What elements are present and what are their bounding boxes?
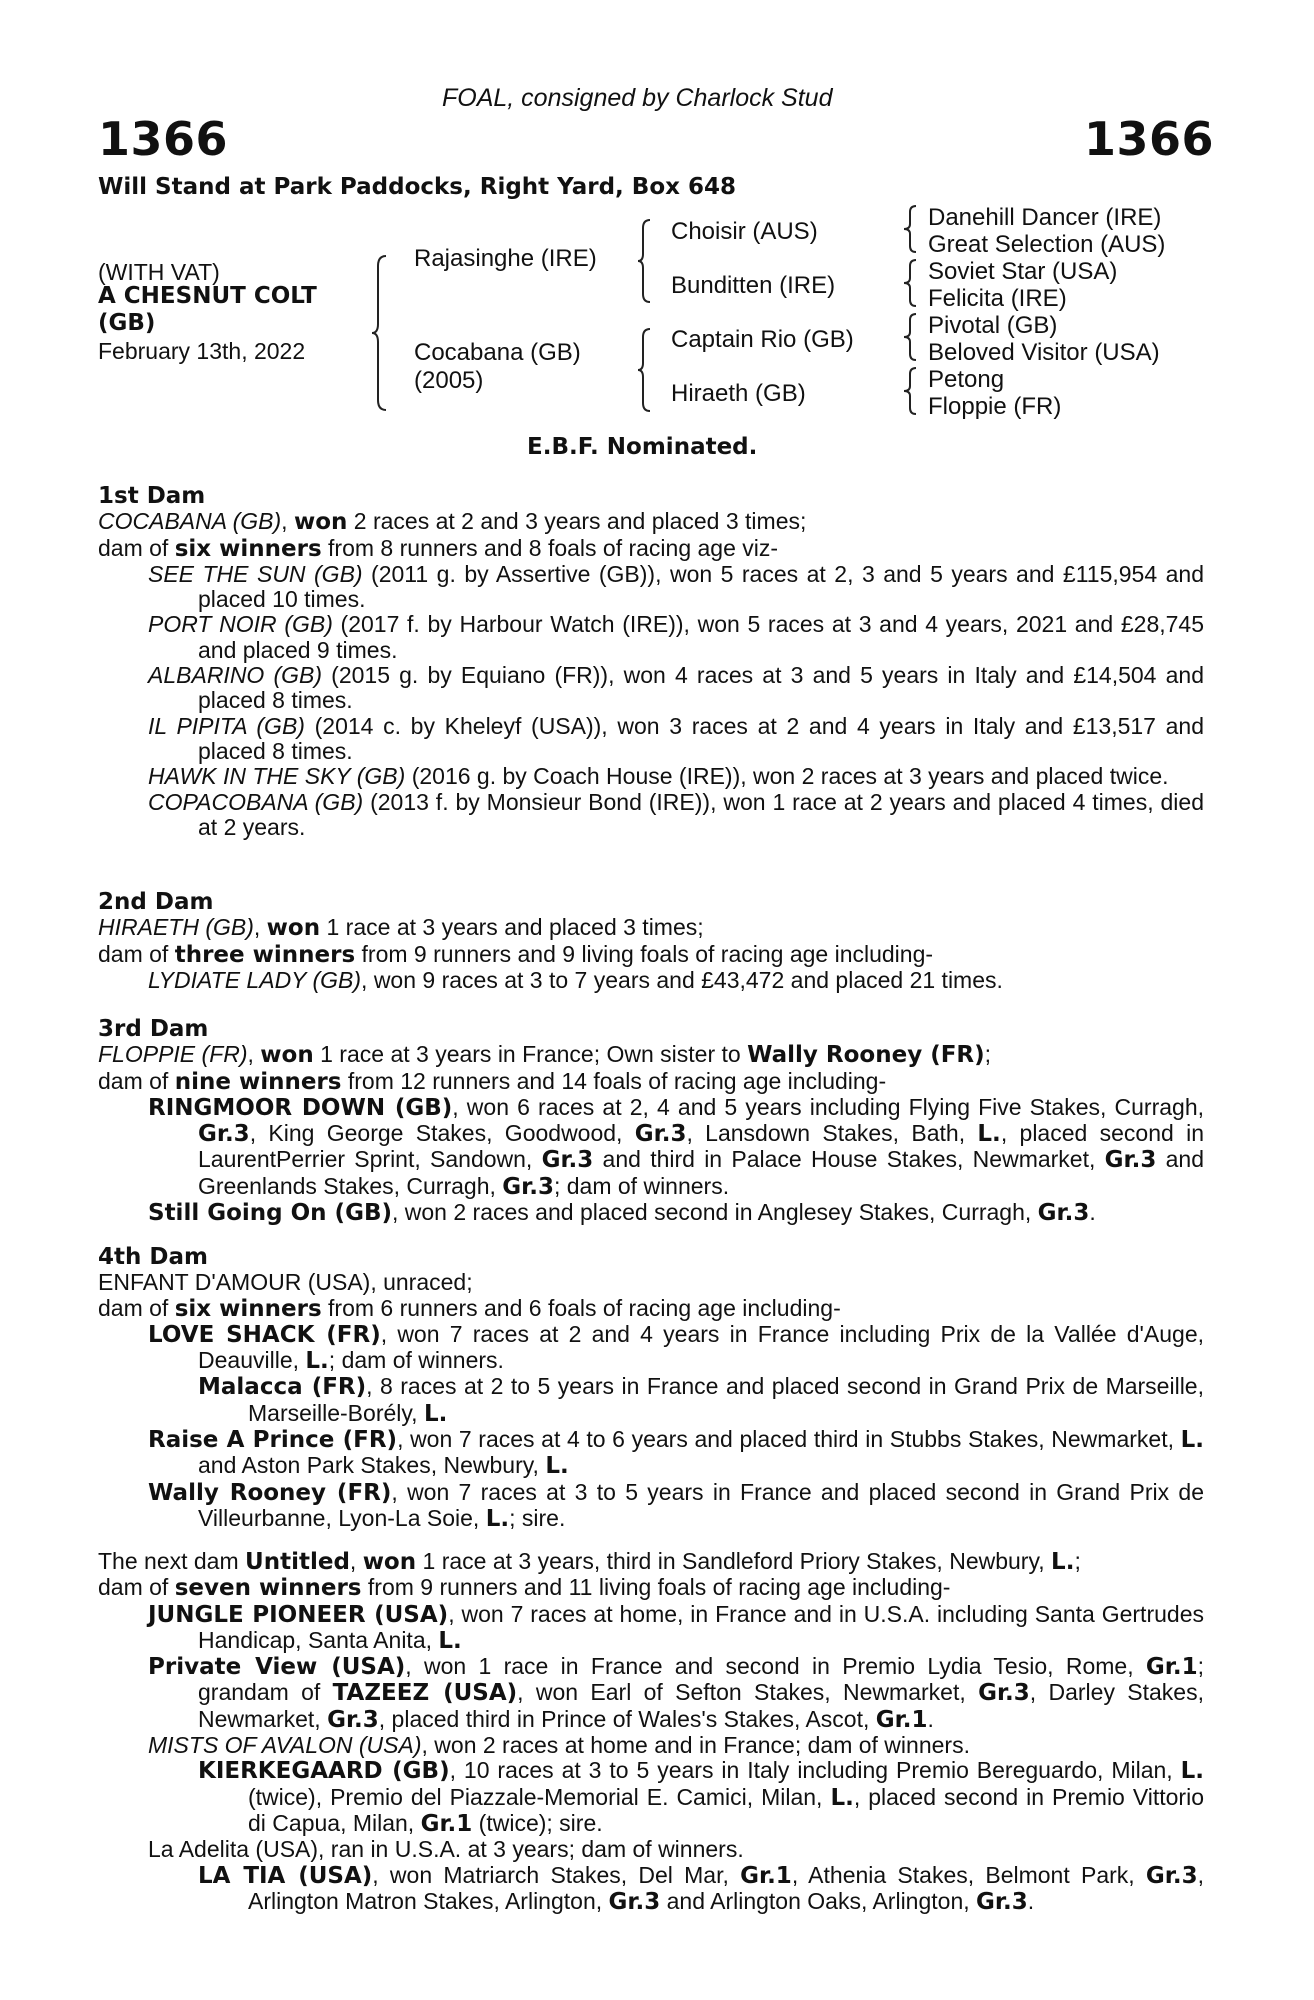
dam-of-label: dam of bbox=[98, 534, 175, 561]
pedigree-sss: Danehill Dancer (IRE) bbox=[928, 204, 1162, 231]
pedigree-dds: Petong bbox=[928, 366, 1005, 393]
offspring-record: and Greenlands Stakes, Curragh, bbox=[198, 1146, 1204, 1199]
offspring-name: LOVE SHACK (FR) bbox=[148, 1321, 381, 1348]
offspring-record: (2011 g. by Assertive (GB)), won 5 races at 2, 3 and 5 years and £115,954 and placed 10 times. bbox=[198, 560, 1204, 613]
third-dam-name: FLOPPIE (FR) bbox=[98, 1041, 248, 1068]
grade-label: Gr.3 bbox=[1145, 1862, 1198, 1889]
pedigree-dss: Pivotal (GB) bbox=[928, 312, 1058, 339]
list-item bbox=[98, 1322, 1204, 1375]
grade-label: Gr.1 bbox=[420, 1810, 473, 1837]
pedigree-sire-dam: Bunditten (IRE) bbox=[671, 272, 836, 299]
list-item bbox=[98, 714, 1204, 765]
third-dam-heading: 3rd Dam bbox=[98, 1016, 209, 1042]
offspring-name: IL PIPITA (GB) bbox=[148, 712, 305, 739]
first-dam-offspring-list bbox=[98, 562, 1204, 840]
listed-label: L. bbox=[830, 1784, 854, 1811]
grade-label: Gr.1 bbox=[740, 1862, 792, 1889]
fourth-dam-heading: 4th Dam bbox=[98, 1244, 208, 1270]
first-dam-summary: COCABANA (GB), won 2 races at 2 and 3 years and placed 3 times; bbox=[98, 508, 807, 536]
listed-label: L. bbox=[305, 1348, 329, 1375]
next-dam-section bbox=[98, 1549, 1204, 1915]
lot-number-left: 1366 bbox=[98, 112, 229, 166]
offspring-record: (2017 f. by Harbour Watch (IRE)), won 5 races at 3 and 4 years, 2021 and £28,745 and placed 9 times. bbox=[198, 611, 1204, 663]
offspring-name: SEE THE SUN (GB) bbox=[148, 560, 363, 587]
stand-location: Will Stand at Park Paddocks, Right Yard, Box 648 bbox=[98, 174, 736, 200]
offspring-record: , won Earl of Sefton Stakes, Newmarket, bbox=[517, 1679, 979, 1706]
dam-of-label: dam of bbox=[98, 1574, 175, 1601]
winners-count: three winners bbox=[174, 941, 356, 968]
punctuation: . bbox=[1089, 1199, 1096, 1226]
list-item bbox=[98, 1374, 1204, 1427]
list-item bbox=[98, 968, 1204, 993]
pedigree-dsd: Beloved Visitor (USA) bbox=[928, 339, 1160, 366]
grade-label: Gr.3 bbox=[976, 1888, 1028, 1915]
list-item bbox=[98, 1480, 1204, 1533]
offspring-record: , won 9 races at 3 to 7 years and £43,472 and placed 21 times. bbox=[361, 966, 1003, 993]
own-sister-name: Wally Rooney (FR) bbox=[747, 1042, 985, 1069]
punctuation: . bbox=[927, 1705, 934, 1732]
winners-count: six winners bbox=[174, 1295, 322, 1322]
offspring-record: ; dam of winners. bbox=[328, 1347, 504, 1374]
offspring-record: and Aston Park Stakes, Newbury, bbox=[198, 1452, 546, 1479]
list-item bbox=[98, 1654, 1204, 1733]
offspring-record: , won 6 races at 2, 4 and 5 years including Flying Five Stakes, Curragh, bbox=[452, 1093, 1204, 1120]
pedigree-dam: Cocabana (GB) bbox=[414, 339, 581, 366]
grade-label: Gr.3 bbox=[978, 1680, 1030, 1707]
next-dam-name: Untitled bbox=[245, 1549, 350, 1575]
offspring-record: , won 7 races at 2 and 4 years in France including Prix de la Vallée d'Auge, Deauville, bbox=[198, 1320, 1205, 1374]
offspring-record: (2016 g. by Coach House (IRE)), won 2 races at 3 years and placed twice. bbox=[405, 763, 1169, 790]
second-dam-produce-detail: from 9 runners and 9 living foals of racing age including- bbox=[355, 940, 934, 967]
grade-label: Gr.1 bbox=[875, 1706, 928, 1733]
consignment-line: FOAL, consigned by Charlock Stud bbox=[442, 84, 833, 112]
offspring-record: , Lansdown Stakes, Bath, bbox=[686, 1120, 978, 1147]
won-label: won bbox=[293, 509, 348, 536]
pedigree-dam-dam: Hiraeth (GB) bbox=[671, 380, 806, 407]
first-dam-produce-detail: from 8 runners and 8 foals of racing age viz- bbox=[321, 534, 779, 561]
second-dam-section bbox=[98, 890, 1204, 993]
won-label: won bbox=[260, 1042, 314, 1069]
fourth-dam-produce-detail: from 6 runners and 6 foals of racing age including- bbox=[321, 1294, 841, 1321]
next-dam-produce bbox=[98, 1575, 1204, 1601]
vat-note: (WITH VAT) bbox=[98, 259, 220, 285]
list-item bbox=[98, 1733, 1204, 1758]
offspring-record: (twice), Premio del Piazzale-Memorial E. Camici, Milan, bbox=[248, 1783, 831, 1810]
list-item bbox=[98, 1758, 1204, 1837]
offspring-name: JUNGLE PIONEER (USA) bbox=[148, 1601, 449, 1628]
pedigree-dam-year: (2005) bbox=[414, 367, 484, 394]
offspring-record: , 10 races at 3 to 5 years in Italy including Premio Bereguardo, Milan, bbox=[449, 1757, 1181, 1784]
offspring-record: , Darley Stakes, Newmarket, bbox=[198, 1679, 1204, 1732]
listed-label: L. bbox=[545, 1453, 569, 1480]
punctuation: ; bbox=[1074, 1548, 1081, 1574]
offspring-name: ALBARINO (GB) bbox=[148, 662, 323, 689]
first-dam-record: 2 races at 2 and 3 years and placed 3 times; bbox=[347, 508, 807, 535]
next-dam-record: 1 race at 3 years, third in Sandleford Priory Stakes, Newbury, bbox=[416, 1548, 1052, 1574]
offspring-record: , Arlington Matron Stakes, Arlington, bbox=[248, 1861, 1204, 1914]
first-dam-heading: 1st Dam bbox=[98, 483, 206, 509]
winners-count: seven winners bbox=[174, 1575, 362, 1602]
punctuation: ; bbox=[984, 1041, 992, 1068]
offspring-record: , placed third in Prince of Wales's Stakes, Ascot, bbox=[378, 1705, 876, 1732]
first-dam-section bbox=[98, 484, 1204, 840]
grade-label: Gr.3 bbox=[327, 1706, 379, 1733]
offspring-record: and third in Palace House Stakes, Newmarket, bbox=[593, 1146, 1105, 1173]
offspring-record: , 8 races at 2 to 5 years in France and placed second in Grand Prix de Marseille, Marseille-Borély, bbox=[248, 1373, 1204, 1426]
fourth-dam-produce bbox=[98, 1296, 1204, 1322]
offspring-name: LYDIATE LADY (GB) bbox=[148, 966, 362, 993]
offspring-name: Still Going On (GB) bbox=[148, 1200, 392, 1227]
offspring-record: ; grandam of bbox=[198, 1653, 1204, 1706]
third-dam-summary: FLOPPIE (FR), won 1 race at 3 years in France; Own sister to Wally Rooney (FR); bbox=[98, 1041, 992, 1069]
won-label: won bbox=[266, 915, 321, 942]
offspring-record: , won 7 races at 4 to 6 years and placed third in Stubbs Stakes, Newmarket, bbox=[397, 1426, 1181, 1453]
fourth-dam-name: ENFANT D'AMOUR (USA), unraced; bbox=[98, 1269, 473, 1296]
second-dam-summary: HIRAETH (GB), won 1 race at 3 years and placed 3 times; bbox=[98, 914, 704, 942]
pedigree-ssd: Great Selection (AUS) bbox=[928, 231, 1166, 258]
lot-number-right: 1366 bbox=[1084, 112, 1215, 166]
listed-label: L. bbox=[977, 1121, 1001, 1148]
grade-label: Gr.3 bbox=[198, 1121, 250, 1148]
listed-label: L. bbox=[1051, 1549, 1075, 1575]
first-dam-produce bbox=[98, 536, 1204, 562]
offspring-name: COPACOBANA (GB) bbox=[148, 788, 364, 815]
dam-of-label: dam of bbox=[98, 1294, 175, 1321]
list-item bbox=[98, 663, 1204, 714]
third-dam-record: 1 race at 3 years in France; Own sister to bbox=[313, 1041, 748, 1068]
list-item bbox=[98, 1427, 1204, 1480]
grandchild-name: TAZEEZ (USA) bbox=[332, 1680, 518, 1707]
list-item: La Adelita (USA), ran in U.S.A. at 3 years; dam of winners. bbox=[148, 1836, 744, 1863]
third-dam-produce bbox=[98, 1069, 1204, 1095]
third-dam-produce-detail: from 12 runners and 14 foals of racing age including- bbox=[341, 1067, 887, 1094]
offspring-record: and Arlington Oaks, Arlington, bbox=[660, 1887, 977, 1914]
offspring-record: , won 7 races at home, in France and in U.S.A. including Santa Gertrudes Handicap, Santa Anita, bbox=[198, 1600, 1204, 1653]
pedigree-sire-sire: Choisir (AUS) bbox=[671, 218, 818, 245]
offspring-name: Raise A Prince (FR) bbox=[148, 1427, 398, 1454]
second-dam-produce bbox=[98, 942, 1204, 968]
offspring-record: (2015 g. by Equiano (FR)), won 4 races at 3 and 5 years in Italy and £14,504 and placed 8 times. bbox=[198, 662, 1204, 714]
offspring-record: ; sire. bbox=[509, 1504, 566, 1531]
listed-label: L. bbox=[485, 1505, 510, 1532]
grade-label: Gr.3 bbox=[1104, 1147, 1157, 1174]
punctuation: . bbox=[1027, 1887, 1035, 1914]
list-item bbox=[98, 612, 1204, 663]
offspring-record: , won 2 races at home and in France; dam of winners. bbox=[421, 1732, 970, 1759]
fourth-dam-section bbox=[98, 1245, 1204, 1532]
offspring-name: PORT NOIR (GB) bbox=[148, 611, 333, 638]
offspring-record: ; dam of winners. bbox=[553, 1172, 730, 1199]
offspring-name: RINGMOOR DOWN (GB) bbox=[148, 1094, 453, 1121]
second-dam-heading: 2nd Dam bbox=[98, 889, 214, 915]
grade-label: Gr.3 bbox=[1037, 1200, 1090, 1227]
offspring-record: (2013 f. by Monsieur Bond (IRE)), won 1 race at 2 years and placed 4 times, died at 2 years. bbox=[198, 788, 1204, 840]
listed-label: L. bbox=[1180, 1758, 1204, 1785]
offspring-name: HAWK IN THE SKY (GB) bbox=[148, 763, 406, 790]
foal-name: A CHESNUT COLT bbox=[98, 283, 317, 309]
pedigree-sire: Rajasinghe (IRE) bbox=[414, 245, 597, 272]
offspring-record: , won 1 race in France and second in Premio Lydia Tesio, Rome, bbox=[405, 1653, 1146, 1680]
grade-label: Gr.3 bbox=[634, 1121, 687, 1148]
grade-label: Gr.3 bbox=[541, 1147, 594, 1174]
offspring-record: , won 2 races and placed second in Anglesey Stakes, Curragh, bbox=[392, 1199, 1038, 1226]
pedigree-ddd: Floppie (FR) bbox=[928, 393, 1062, 420]
foal-origin: (GB) bbox=[98, 310, 156, 336]
ebf-nomination: E.B.F. Nominated. bbox=[527, 434, 758, 460]
list-item bbox=[98, 764, 1204, 789]
offspring-name: Wally Rooney (FR) bbox=[148, 1479, 392, 1506]
foal-dob: February 13th, 2022 bbox=[98, 338, 306, 364]
offspring-record: (twice); sire. bbox=[472, 1809, 603, 1836]
list-item bbox=[98, 1095, 1204, 1200]
list-item bbox=[98, 1602, 1204, 1655]
next-dam-summary: The next dam Untitled, won 1 race at 3 years, third in Sandleford Priory Stakes, Newbury, L.; bbox=[98, 1548, 1081, 1575]
second-dam-name: HIRAETH (GB) bbox=[98, 914, 254, 941]
list-item bbox=[98, 1200, 1204, 1226]
offspring-record: , placed second in Premio Vittorio di Capua, Milan, bbox=[248, 1783, 1204, 1836]
grade-label: Gr.3 bbox=[502, 1173, 554, 1200]
list-item bbox=[98, 790, 1204, 841]
grade-label: Gr.3 bbox=[608, 1888, 661, 1915]
offspring-name: KIERKEGAARD (GB) bbox=[198, 1758, 450, 1785]
pedigree-sdd: Felicita (IRE) bbox=[928, 285, 1067, 312]
offspring-record: , King George Stakes, Goodwood, bbox=[249, 1120, 635, 1147]
listed-label: L. bbox=[1180, 1427, 1204, 1454]
offspring-name: LA TIA (USA) bbox=[198, 1862, 373, 1889]
grade-label: Gr.1 bbox=[1145, 1654, 1198, 1681]
offspring-name: Malacca (FR) bbox=[198, 1374, 367, 1401]
third-dam-section bbox=[98, 1017, 1204, 1226]
listed-label: L. bbox=[423, 1400, 448, 1427]
offspring-record: , won 7 races at 3 to 5 years in France and placed second in Grand Prix de Villeurbanne, Lyon-La Soie, bbox=[198, 1478, 1204, 1531]
list-item bbox=[98, 562, 1204, 613]
pedigree-sds: Soviet Star (USA) bbox=[928, 258, 1118, 285]
offspring-record: , placed second in LaurentPerrier Sprint, Sandown, bbox=[198, 1120, 1205, 1173]
offspring-name: MISTS OF AVALON (USA) bbox=[148, 1732, 422, 1759]
winners-count: six winners bbox=[174, 535, 322, 562]
list-item bbox=[98, 1863, 1204, 1916]
winners-count: nine winners bbox=[174, 1068, 342, 1095]
offspring-record: , won Matriarch Stakes, Del Mar, bbox=[372, 1861, 741, 1888]
listed-label: L. bbox=[438, 1627, 462, 1654]
first-dam-name: COCABANA (GB) bbox=[98, 508, 282, 535]
next-dam-intro: The next dam bbox=[98, 1548, 246, 1574]
dam-of-label: dam of bbox=[98, 940, 175, 967]
pedigree-dam-sire: Captain Rio (GB) bbox=[671, 326, 854, 353]
next-dam-produce-detail: from 9 runners and 11 living foals of racing age including- bbox=[361, 1574, 951, 1601]
second-dam-record: 1 race at 3 years and placed 3 times; bbox=[320, 914, 704, 941]
offspring-record: , Athenia Stakes, Belmont Park, bbox=[791, 1861, 1146, 1888]
dam-of-label: dam of bbox=[98, 1067, 175, 1094]
won-label: won bbox=[362, 1549, 417, 1575]
offspring-name: Private View (USA) bbox=[148, 1654, 406, 1681]
offspring-record: (2014 c. by Kheleyf (USA)), won 3 races at 2 and 4 years in Italy and £13,517 and placed 8 times. bbox=[198, 712, 1204, 764]
